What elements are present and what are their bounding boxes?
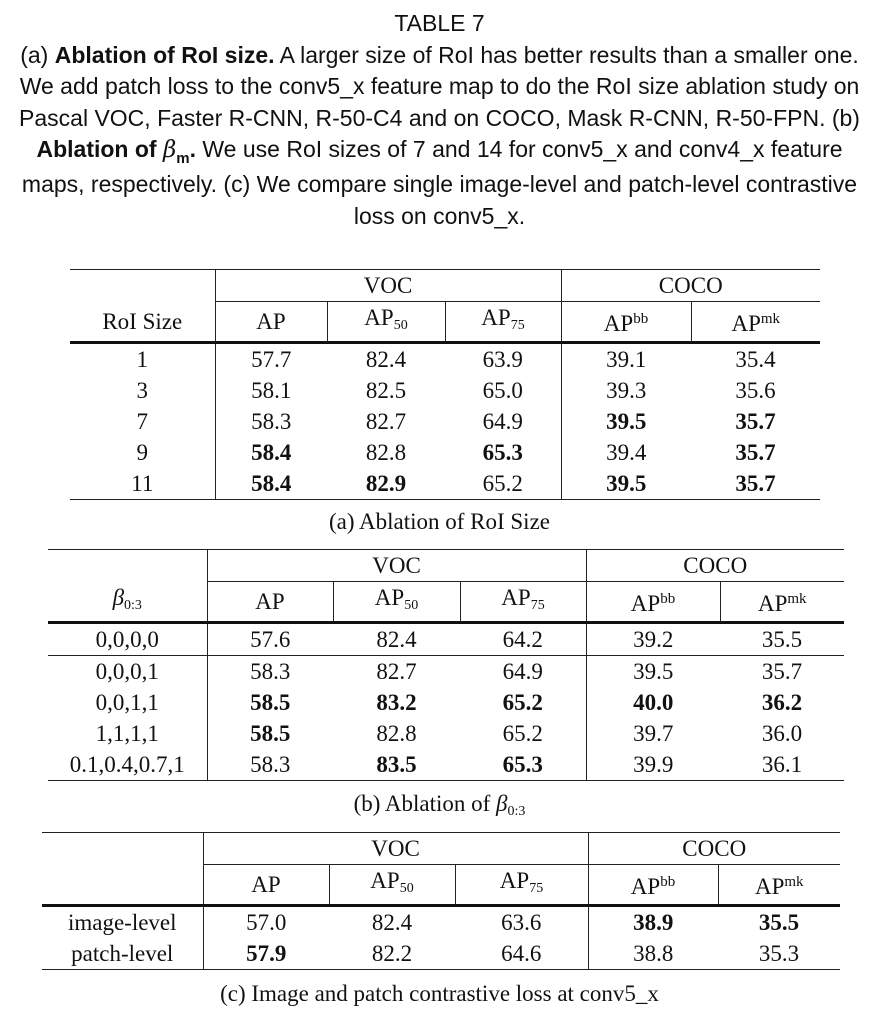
row-header: RoI Size	[70, 302, 215, 343]
col-ap75: $AP_{75}$	[445, 302, 561, 343]
caption-b-text: We use RoI sizes of 7 and 14 for conv5_x and conv4_x feature maps, respectively. (c) We compare single image-level and patch-level contrastive loss on conv5_x.	[21, 136, 858, 229]
col-ap75: $AP_{75}$	[455, 865, 588, 906]
caption-b-dot: .	[189, 136, 196, 163]
col-apmk: $AP^{mk}$	[720, 582, 844, 623]
subcaption-c: (c) Image and patch contrastive loss at conv5_x	[220, 981, 659, 1006]
caption-a-text: A larger size of RoI has better results than a smaller one. We add patch loss to the conv5_x feature map to do the RoI size ablation study on Pascal VOC, Faster R-CNN, R-50-C4 and on COCO, Mask R-CNN, R-50-FPN. (b)	[19, 41, 860, 131]
table-c	[42, 832, 840, 970]
row-header: $\beta_{0:3}$	[48, 582, 207, 623]
caption-a-prefix: (a)	[20, 41, 55, 68]
table-caption	[0, 8, 879, 232]
col-apmk: $AP^{mk}$	[718, 865, 840, 906]
table-row: 11 58.4 82.9 65.2 39.5 35.7	[70, 468, 820, 500]
table-row: 1,1,1,1 58.5 82.8 65.2 39.7 36.0	[48, 718, 844, 749]
col-ap: AP	[203, 865, 329, 906]
col-ap: AP	[215, 302, 327, 343]
table-row: 0,0,0,1 58.3 82.7 64.9 39.5 35.7	[48, 656, 844, 688]
coco-group-header: COCO	[561, 270, 820, 302]
col-ap50: $AP_{50}$	[333, 582, 460, 623]
table-row: image-level 57.0 82.4 63.6 38.9 35.5	[42, 906, 840, 939]
col-apbb: $AP^{bb}$	[586, 582, 720, 623]
subcaption-b: (b) Ablation of $\beta_{0:3}$	[353, 791, 526, 819]
caption-b-bold: Ablation of	[36, 136, 163, 163]
caption-body	[0, 40, 879, 233]
table-row: patch-level 57.9 82.2 64.6 38.8 35.3	[42, 938, 840, 970]
table-a	[70, 269, 820, 500]
col-apbb: $AP^{bb}$	[588, 865, 718, 906]
caption-beta-sub: m	[176, 150, 190, 168]
table-row: 7 58.3 82.7 64.9 39.5 35.7	[70, 406, 820, 437]
coco-group-header: COCO	[588, 833, 840, 865]
subcaption-a: (a) Ablation of RoI Size	[328, 509, 550, 534]
voc-group-header: VOC	[207, 550, 586, 582]
col-apmk: $AP^{mk}$	[691, 302, 820, 343]
voc-group-header: VOC	[215, 270, 561, 302]
table-row: 0,0,1,1 58.5 83.2 65.2 40.0 36.2	[48, 687, 844, 718]
col-ap50: $AP_{50}$	[329, 865, 455, 906]
table-row: 1 57.7 82.4 63.9 39.1 35.4	[70, 343, 820, 376]
table-b	[48, 549, 844, 781]
table-label: TABLE 7	[394, 10, 485, 36]
col-ap75: $AP_{75}$	[460, 582, 586, 623]
col-ap: AP	[207, 582, 333, 623]
col-apbb: $AP^{bb}$	[561, 302, 691, 343]
table-row: 0,0,0,0 57.6 82.4 64.2 39.2 35.5	[48, 623, 844, 656]
voc-group-header: VOC	[203, 833, 588, 865]
col-ap50: $AP_{50}$	[327, 302, 445, 343]
caption-a-bold: Ablation of RoI size.	[54, 41, 275, 68]
caption-beta: β	[162, 137, 177, 164]
table-row: 0.1,0.4,0.7,1 58.3 83.5 65.3 39.9 36.1	[48, 749, 844, 781]
table-row: 9 58.4 82.8 65.3 39.4 35.7	[70, 437, 820, 468]
coco-group-header: COCO	[586, 550, 844, 582]
table-row: 3 58.1 82.5 65.0 39.3 35.6	[70, 375, 820, 406]
